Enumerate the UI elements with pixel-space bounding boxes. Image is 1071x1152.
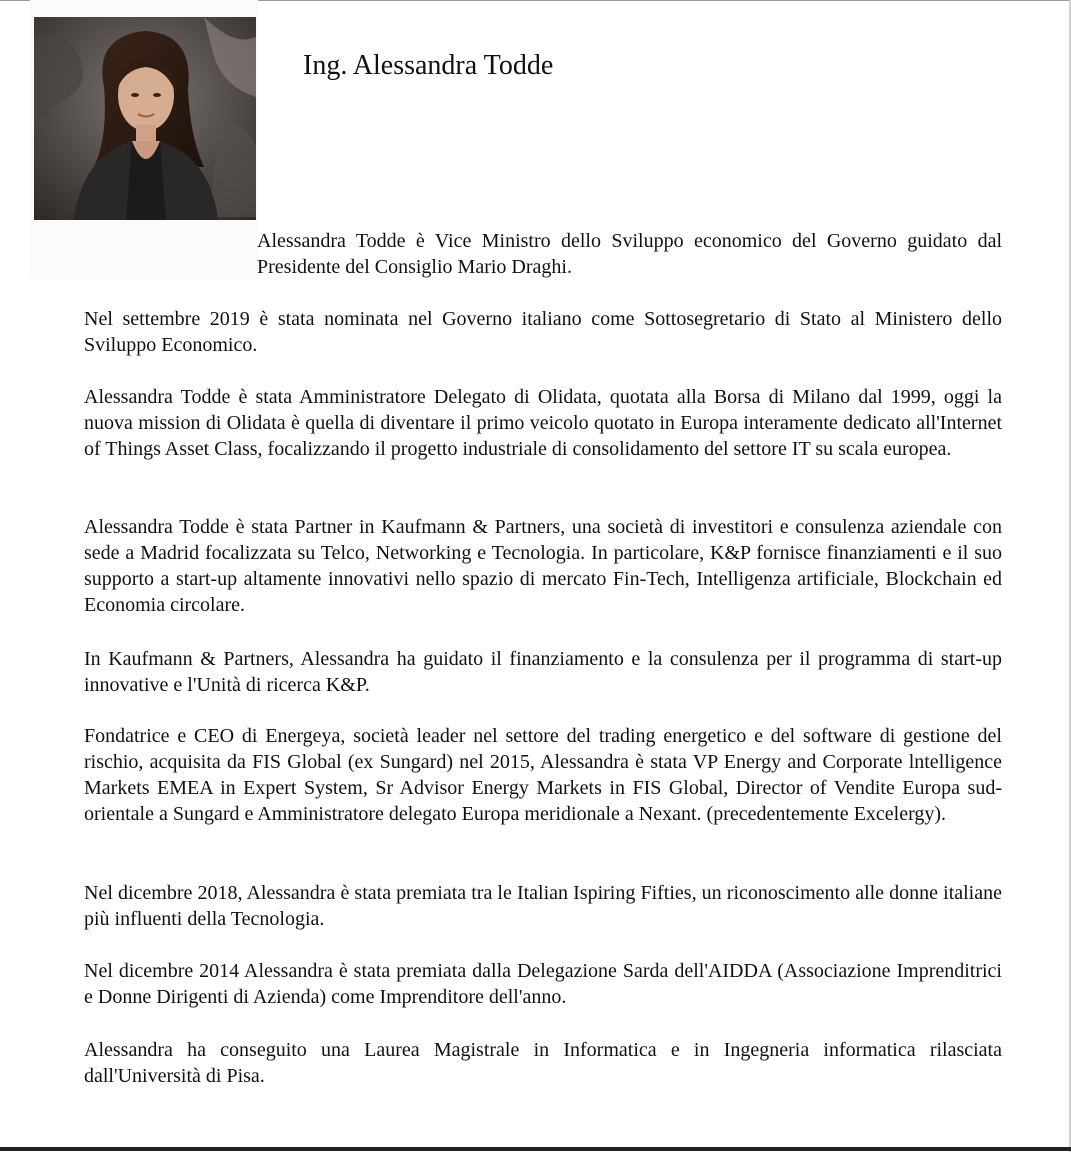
page-title: Ing. Alessandra Todde	[303, 50, 554, 81]
paragraph-award-2014: Nel dicembre 2014 Alessandra è stata premiata dalla Delegazione Sarda dell'AIDDA (Associazione Imprenditrici e Donne Dirigenti di Azienda) come Imprenditore dell'anno.	[84, 960, 1002, 1008]
paragraph-award-2018: Nel dicembre 2018, Alessandra è stata premiata tra le Italian Ispiring Fifties, un riconoscimento alle donne italiane più influenti della Tecnologia.	[84, 882, 1002, 930]
paragraph-intro: Alessandra Todde è Vice Ministro dello Sviluppo economico del Governo guidato dal Presidente del Consiglio Mario Draghi.	[257, 230, 1002, 278]
paragraph-education: Alessandra ha conseguito una Laurea Magistrale in Informatica e in Ingegneria informatica rilasciata dall'Università di Pisa.	[84, 1039, 1002, 1087]
paragraph-olidata: Alessandra Todde è stata Amministratore Delegato di Olidata, quotata alla Borsa di Milano dal 1999, oggi la nuova mission di Olidata è quella di diventare il primo veicolo quotato in Europa interamente dedicato all'Internet of Things Asset Class, focalizzando il progetto industriale di consolidamento del settore IT su scala europea.	[84, 386, 1002, 460]
paragraph-kaufmann: Alessandra Todde è stata Partner in Kaufmann & Partners, una società di investitori e consulenza aziendale con sede a Madrid focalizzata su Telco, Networking e Tecnologia. In particolare, K&P fornisce finanziamenti e il suo supporto a start-up altamente innovativi nello spazio di mercato Fin-Tech, Intelligenza artificiale, Blockchain ed Economia circolare.	[84, 516, 1002, 616]
paragraph-kp-research: In Kaufmann & Partners, Alessandra ha guidato il finanziamento e la consulenza per il programma di start-up innovative e l'Unità di ricerca K&P.	[84, 648, 1002, 696]
paragraph-appointment: Nel settembre 2019 è stata nominata nel Governo italiano come Sottosegretario di Stato al Ministero dello Sviluppo Economico.	[84, 308, 1002, 356]
portrait-photo	[34, 17, 256, 220]
paragraph-energeya: Fondatrice e CEO di Energeya, società leader nel settore del trading energetico e del software di gestione del rischio, acquisita da FIS Global (ex Sungard) nel 2015, Alessandra è stata VP Energy and Corporate lntelligence Markets EMEA in Expert System, Sr Advisor Energy Markets in FIS Global, Director of Vendite Europa sud-orientale a Sungard e Amministratore delegato Europa meridionale a Nexant. (precedentemente Excelergy).	[84, 725, 1002, 825]
page-bottom-border	[0, 1147, 1071, 1151]
